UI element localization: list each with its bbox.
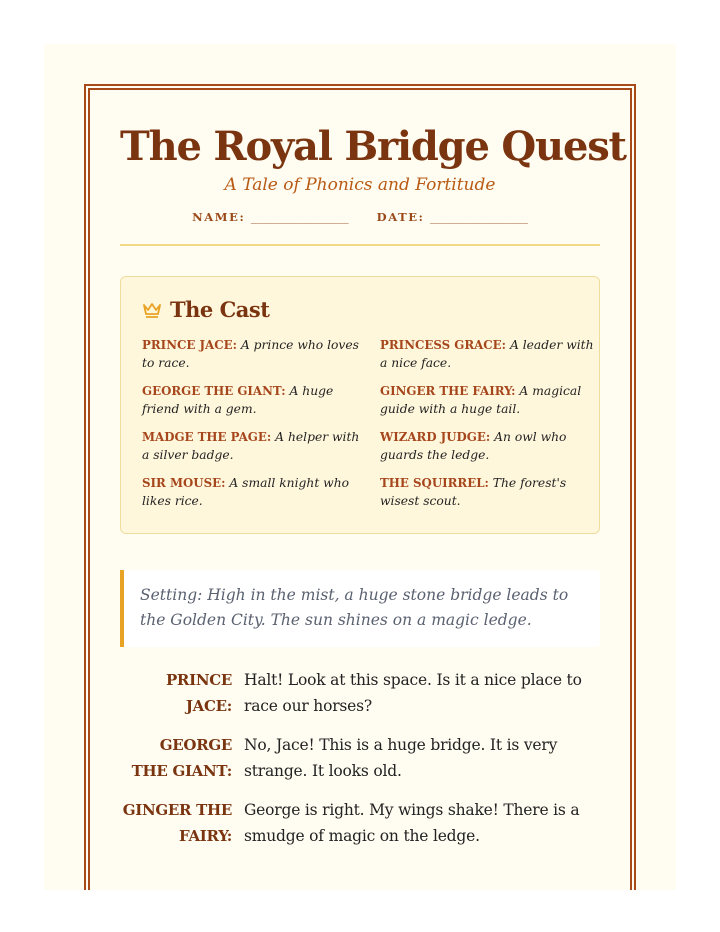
setting-note: Setting: High in the mist, a huge stone bridge leads to the Golden City. The sun shines on a magic ledge. [120,570,600,647]
page-content [120,104,626,862]
cast-member-name: MADGE THE PAGE: [142,430,272,444]
cast-member-desc: A magical guide with a huge tail. [380,384,582,416]
cast-member-desc: A huge friend with a gem. [142,384,334,416]
cast-member [142,428,360,464]
cast-member-name: GEORGE THE GIANT: [142,384,286,398]
cast-member-name: GINGER THE FAIRY: [380,384,516,398]
speaker-line: Halt! Look at this space. Is it a nice place to race our horses? [244,671,582,715]
cast-member-name: SIR MOUSE: [142,476,226,490]
worksheet-page [44,44,676,890]
cast-member-name: PRINCESS GRACE: [380,338,507,352]
cast-member [380,382,598,418]
speaker-line: George is right. My wings shake! There is a smudge of magic on the ledge. [244,801,580,845]
page-subtitle: A Tale of Phonics and Fortitude [224,175,496,195]
name-blank: _________________ [250,210,349,224]
cast-header [142,297,579,322]
script-line [120,797,600,849]
date-field [377,210,528,224]
cast-member-desc: An owl who guards the ledge. [380,430,567,462]
cast-member [142,474,360,510]
cast-member-desc: The forest's wisest scout. [380,476,567,508]
header-divider [120,244,600,246]
cast-member-name: WIZARD JUDGE: [380,430,491,444]
cast-member [380,428,598,464]
name-field [192,210,349,224]
cast-member-desc: A leader with a nice face. [380,338,594,370]
speaker-name: GINGER THE FAIRY: [122,801,232,845]
cast-member-desc: A prince who loves to race. [142,338,359,370]
cast-member-desc: A helper with a silver badge. [142,430,360,462]
page-title: The Royal Bridge Quest [120,123,626,170]
cast-member [142,382,360,418]
cast-member-name: THE SQUIRREL: [380,476,489,490]
speaker-line: No, Jace! This is a huge bridge. It is very strange. It looks old. [244,736,558,780]
date-blank: _________________ [430,210,528,224]
crown-icon [142,301,162,319]
name-date-row [120,210,600,224]
date-label: DATE: [376,210,425,224]
cast-member-desc: A small knight who likes rice. [142,476,350,508]
cast-box [120,276,600,534]
script-lines [120,667,600,849]
cast-member-name: PRINCE JACE: [142,338,237,352]
script-line [120,732,600,784]
name-label: NAME: [192,210,246,224]
cast-member [380,474,598,510]
speaker-name: GEORGE THE GIANT: [131,736,232,780]
cast-member [142,336,360,372]
speaker-name: PRINCE JACE: [165,671,232,715]
cast-member [380,336,598,372]
script-line [120,667,600,719]
cast-list [142,336,594,510]
cast-title: The Cast [170,297,270,322]
